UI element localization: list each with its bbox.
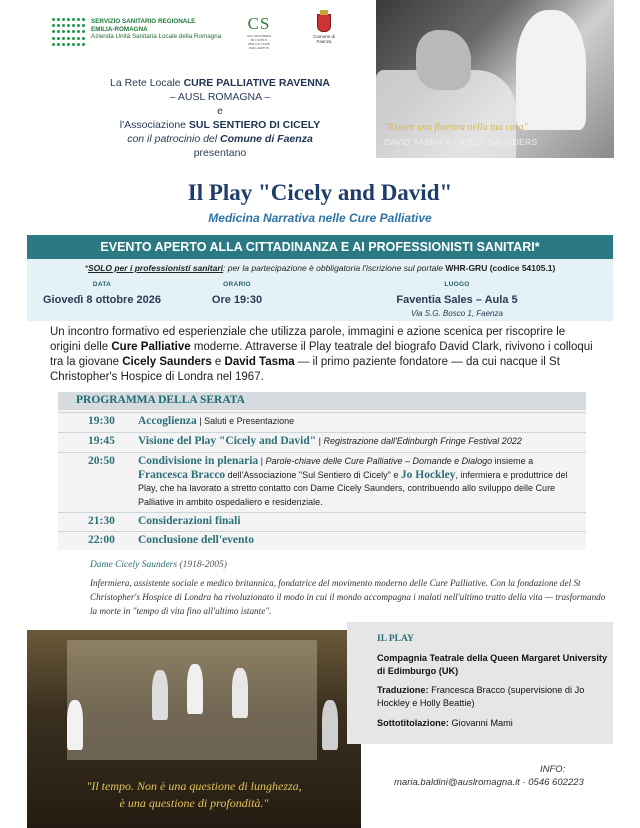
program-row <box>58 412 586 433</box>
program-detail-b: dell'Associazione "Sul Sentiero di Cicely" e <box>225 469 401 480</box>
page-subtitle: Medicina Narrativa nelle Cure Palliative <box>208 211 432 225</box>
intro-line4-bold: SUL SENTIERO DI CICELY <box>188 119 321 131</box>
program-row <box>58 531 586 551</box>
notice-underlined: SOLO per i professionisti sanitari <box>87 263 224 273</box>
play-translation-label: Traduzione: <box>377 685 429 695</box>
bio-text: Infermiera, assistente sociale e medico britannica, fondatrice del movimento moderno delle Cure Palliative. Con la fondazione del St Christopher's Hospice di Londra ha rivoluzionato il modo in cui il mondo accompagna i malati nell'ultimo tratto della vita — trasformando la morte in "tempo di vita fino all'ultimo istante". <box>90 578 606 616</box>
program-time: 20:50 <box>88 455 115 467</box>
program-row <box>58 432 586 453</box>
intro <box>70 76 370 160</box>
registration-notice <box>27 259 613 277</box>
program-heading-bar <box>58 392 586 410</box>
program-detail-c: , infermiera e produttrice del Play, che ha lavorato a stretto contatto con Dame Cicely Saunders, contribuendo allo sviluppo delle Cure Palliative in ambito ospedaliero e residenziale. <box>138 469 568 507</box>
desc-bold2: Cicely Saunders <box>122 356 212 368</box>
intro-line5-pre: con il patrocinio del <box>127 133 221 145</box>
faenza-crest-icon <box>317 14 331 32</box>
info-contact: maria.baldini@auslromagna.it · 0546 602223 <box>394 777 584 788</box>
time-label: ORARIO <box>223 281 251 288</box>
bio-years: (1918-2005) <box>177 560 227 570</box>
top-photo-caption: DAVID TASMA A CICELY SAUNDERS <box>384 137 538 147</box>
intro-line4-pre: l'Associazione <box>119 119 189 131</box>
faenza-logo <box>306 14 342 44</box>
time-column <box>177 281 297 306</box>
play-company: Compagnia Teatrale della Queen Margaret University di Edimburgo (UK) <box>377 653 608 676</box>
notice-text: : per la partecipazione è obbligatoria l'iscrizione sul portale <box>223 263 446 273</box>
cs-line3: PER LE CURE <box>248 42 270 46</box>
cs-logo <box>236 14 282 58</box>
description <box>50 325 595 385</box>
quote-line2: è una questione di profondità." <box>119 796 269 810</box>
program-heading: PROGRAMMA DELLA SERATA <box>76 394 245 406</box>
program-time: 21:30 <box>88 515 115 527</box>
desc-part4: — il primo paziente fondatore — da cui nacque il St Christopher's Hospice di Londra nel 1967. <box>50 356 560 383</box>
program-time: 22:00 <box>88 534 115 546</box>
program-row <box>58 452 586 513</box>
program <box>58 392 586 550</box>
program-time: 19:45 <box>88 435 115 447</box>
intro-line1-pre: La Rete Locale <box>110 77 184 89</box>
intro-line3: e <box>217 105 223 117</box>
desc-bold1: Cure Palliative <box>111 341 191 353</box>
info-label: INFO: <box>540 764 566 775</box>
place-column <box>347 281 567 318</box>
program-detail: Saluti e Presentazione <box>204 416 295 426</box>
bio-name <box>90 560 227 570</box>
play-box <box>347 622 613 744</box>
quote-line1: "Il tempo. Non è una questione di lunghezza, <box>86 779 302 793</box>
place-label: LUOGO <box>444 281 470 288</box>
top-photo <box>376 0 614 158</box>
play-heading: IL PLAY <box>377 634 414 644</box>
desc-part1: Un incontro formativo ed esperienziale che utilizza parole, immagini e azione scenica per riscoprire le origini delle <box>50 326 566 353</box>
ssr-logo-text <box>91 18 221 41</box>
program-title: Visione del Play "Cicely and David" <box>138 435 317 447</box>
program-detail-italic: Parole-chiave delle Cure Palliative – Domande e Dialogo <box>265 456 493 466</box>
notice-star: * <box>84 263 88 273</box>
cs-line1: SUL SENTIERO <box>246 34 272 38</box>
cs-line2: DI CICELY <box>250 38 268 42</box>
place-value: Faventia Sales – Aula 5 <box>396 294 518 306</box>
intro-line2: – AUSL ROMAGNA – <box>169 91 271 103</box>
desc-part2: moderne. Attraverse il Play teatrale del biografo David Clark, rivivono i colloqui tra la giovane <box>50 341 593 368</box>
date-column <box>27 281 177 306</box>
ssr-dotgrid-icon <box>52 18 86 48</box>
desc-bold3: David Tasma <box>224 356 295 368</box>
place-address: Via S.G. Bosco 1, Faenza <box>411 309 503 318</box>
page-title: Il Play "Cicely and David" <box>187 180 453 205</box>
intro-line1-bold: CURE PALLIATIVE RAVENNA <box>183 77 330 89</box>
cs-initials: CS <box>247 14 271 33</box>
intro-line6: presentano <box>193 147 247 159</box>
play-subtitles: Giovanni Mami <box>448 718 513 728</box>
time-value: Ore 19:30 <box>211 294 263 306</box>
top-photo-quote: "Essere una finestra nella tua casa" <box>384 122 528 133</box>
program-time: 19:30 <box>88 415 115 427</box>
program-detail-a: insieme a <box>492 456 534 466</box>
program-sep: | <box>196 416 205 426</box>
bottom-photo-quote <box>27 778 361 812</box>
play-translation: Francesca Bracco (supervisione di Jo Hockley e Holly Beattie) <box>377 685 585 708</box>
notice-code: WHR-GRU (codice 54105.1) <box>445 263 556 273</box>
program-sep: | <box>258 456 266 466</box>
ssr-line2: EMILIA-ROMAGNA <box>91 25 148 33</box>
program-title: Condivisione in plenaria <box>138 455 259 467</box>
ssr-line1: SERVIZIO SANITARIO REGIONALE <box>91 18 196 25</box>
program-name1: Francesca Bracco <box>138 468 226 481</box>
event-banner: EVENTO APERTO ALLA CITTADINANZA E AI PROFESSIONISTI SANITARI* <box>27 235 613 259</box>
faenza-label: Comune di Faenza <box>313 34 335 44</box>
program-title: Accoglienza <box>138 415 197 427</box>
program-sep: | <box>316 436 324 446</box>
program-title: Conclusione dell'evento <box>138 534 254 546</box>
intro-line5-bold: Comune di Faenza <box>220 133 313 145</box>
ssr-logo <box>52 18 222 50</box>
program-row <box>58 512 586 532</box>
bio-person: Dame Cicely Saunders <box>90 560 178 570</box>
event-info <box>27 277 613 321</box>
bottom-photo <box>27 630 361 828</box>
cs-line4: PALLIATIVE <box>249 46 269 50</box>
program-title: Considerazioni finali <box>138 515 241 527</box>
ssr-line3: Azienda Unità Sanitaria Locale della Romagna <box>91 33 222 40</box>
program-detail: Registrazione dall'Edinburgh Fringe Festival 2022 <box>323 436 522 446</box>
date-label: DATA <box>92 281 112 288</box>
date-value: Giovedì 8 ottobre 2026 <box>43 294 161 306</box>
desc-part3: e <box>211 356 225 368</box>
play-subtitles-label: Sottotitolazione: <box>377 718 449 728</box>
program-name2: Jo Hockley <box>400 468 456 481</box>
